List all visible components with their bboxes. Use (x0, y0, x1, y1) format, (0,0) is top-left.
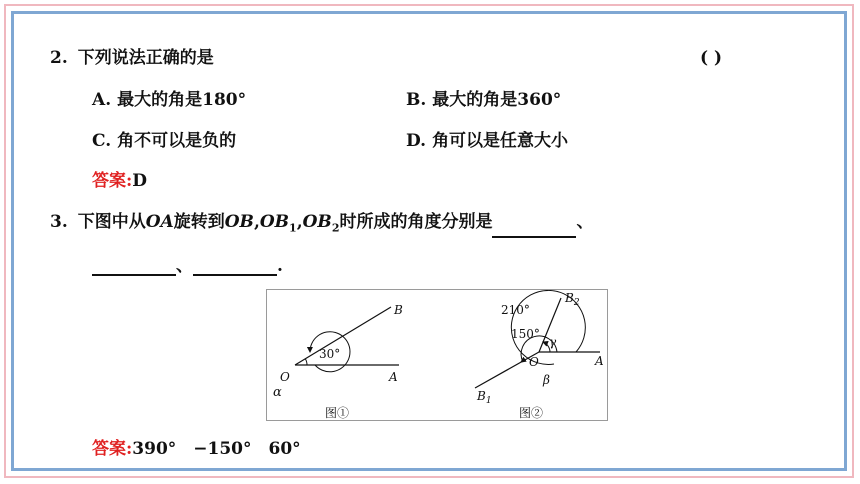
option-d-text: 角可以是任意大小 (432, 131, 569, 151)
ray-ob1-subscript: 1 (289, 221, 297, 235)
question-3-stem (50, 212, 593, 238)
fig2-label-b1: $B_1$ (477, 389, 492, 406)
fig2-angle-210: 210° (501, 303, 530, 317)
option-b-text: 最大的角是360° (432, 90, 562, 110)
period: . (277, 256, 283, 276)
fig2-label-b2: $B_2$ (565, 291, 580, 308)
option-d-letter: D. (406, 131, 427, 151)
separator: , (253, 212, 260, 232)
fig1-arc-30 (305, 359, 307, 365)
fig2-label-beta: β (543, 373, 550, 387)
ray-ob: OB (224, 212, 254, 232)
question-3-answer (92, 439, 301, 459)
fig2-label-gamma: γ (549, 335, 557, 349)
figure-2 (475, 290, 604, 420)
question-2-number: 2. (50, 48, 68, 68)
fig1-label-b: B (394, 303, 403, 317)
enumeration-comma: 、 (176, 256, 193, 276)
fig2-caption: 图② (519, 406, 544, 420)
fig1-angle-30: 30° (319, 347, 341, 361)
option-a-text: 最大的角是180° (117, 90, 247, 110)
fig1-caption: 图① (325, 406, 350, 420)
figure-svg (267, 290, 607, 420)
option-a-letter: A. (92, 90, 112, 110)
question-3-text-pre: 下图中从 (77, 212, 146, 232)
fig1-label-o: O (280, 370, 290, 384)
question-3-text-post: 时所成的角度分别是 (339, 212, 493, 232)
answer-blank-2[interactable] (92, 256, 176, 276)
separator: , (296, 212, 303, 232)
answer-label: 答案: (92, 439, 133, 459)
question-2-text: 下列说法正确的是 (77, 48, 214, 68)
fig1-label-a: A (389, 370, 398, 384)
fig2-angle-150: 150° (511, 327, 540, 341)
answer-value: D (132, 171, 148, 191)
option-a[interactable] (92, 90, 246, 110)
fig1-label-alpha: α (273, 385, 282, 400)
question-3-number: 3. (50, 212, 68, 232)
option-c-letter: C. (92, 131, 112, 151)
option-b-letter: B. (406, 90, 427, 110)
answer-blank-1[interactable] (492, 218, 576, 238)
question-2-answer (92, 171, 147, 191)
question-3-blanks-line (92, 256, 283, 276)
answer-value: 390° −150° 60° (132, 439, 301, 459)
ray-ob2: OB (302, 212, 332, 232)
option-b[interactable] (406, 90, 561, 110)
answer-parentheses: ( ) (700, 48, 723, 68)
ray-ob2-subscript: 2 (331, 221, 340, 235)
option-d[interactable] (406, 131, 568, 151)
fig2-label-o: O (529, 355, 539, 369)
ray-ob1: OB (259, 212, 290, 232)
angle-figure (266, 289, 608, 421)
question-3-text-mid: 旋转到 (173, 212, 225, 232)
enumeration-comma: 、 (576, 212, 594, 232)
answer-label: 答案: (92, 171, 133, 191)
fig2-label-a: A (595, 354, 604, 368)
question-2-stem (50, 48, 214, 68)
answer-blank-3[interactable] (193, 256, 277, 276)
option-c[interactable] (92, 131, 236, 151)
option-c-text: 角不可以是负的 (117, 131, 237, 151)
ray-oa: OA (145, 212, 174, 232)
figure-1 (273, 303, 403, 420)
